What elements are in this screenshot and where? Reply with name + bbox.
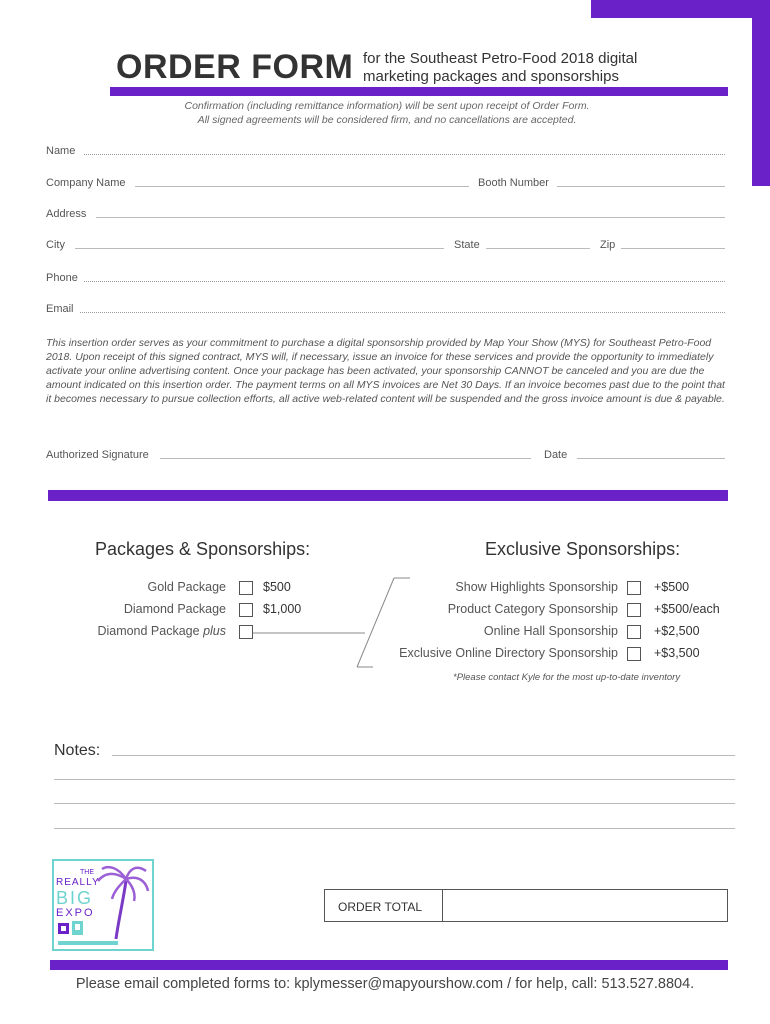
zip-field[interactable] <box>621 248 725 249</box>
booth-number-label: Booth Number <box>478 177 549 189</box>
exclusive-heading: Exclusive Sponsorships: <box>485 539 681 559</box>
exclusive-price-online-hall: +$2,500 <box>654 624 700 638</box>
page-subtitle-line1: for the Southeast Petro-Food 2018 digital <box>363 50 638 67</box>
confirmation-note-line1: Confirmation (including remittance information) will be sent upon receipt of Order Form. <box>184 100 590 112</box>
company-name-field[interactable] <box>135 186 469 187</box>
order-total-label: ORDER TOTAL <box>338 900 423 914</box>
exclusive-price-show-highlights: +$500 <box>654 580 690 594</box>
exclusive-price-online-directory: +$3,500 <box>654 646 700 660</box>
company-name-label: Company Name <box>46 177 126 189</box>
header-divider <box>110 87 728 96</box>
package-label-diamond-plus-text: Diamond Package <box>97 624 204 638</box>
city-label: City <box>46 239 65 251</box>
booth-number-field[interactable] <box>557 186 725 187</box>
order-total-divider <box>442 890 443 921</box>
address-label: Address <box>46 208 87 220</box>
section-divider <box>48 490 728 501</box>
footer-contact-text: Please email completed forms to: kplymesser@mapyourshow.com / for help, call: 513.527.8804. <box>75 976 695 992</box>
state-label: State <box>454 239 480 251</box>
package-label-plus-word: plus <box>203 624 226 638</box>
notes-label: Notes: <box>54 742 101 759</box>
authorized-signature-label: Authorized Signature <box>46 449 149 461</box>
inventory-note: *Please contact Kyle for the most up-to-date inventory <box>453 672 681 683</box>
package-label-diamond: Diamond Package <box>123 602 226 616</box>
exclusive-checkbox-product-category[interactable] <box>627 603 641 617</box>
phone-field[interactable] <box>84 281 725 282</box>
name-field[interactable] <box>84 154 725 155</box>
confirmation-note-line2: All signed agreements will be considered firm, and no cancellations are accepted. <box>197 114 577 126</box>
name-label: Name <box>46 145 76 157</box>
notes-line-3[interactable] <box>54 803 735 804</box>
notes-line-1[interactable] <box>112 755 735 756</box>
packages-heading: Packages & Sponsorships: <box>95 539 311 559</box>
zip-label: Zip <box>600 239 616 251</box>
package-price-diamond: $1,000 <box>263 602 302 616</box>
exclusive-label-online-hall: Online Hall Sponsorship <box>483 624 618 638</box>
authorized-signature-field[interactable] <box>160 458 531 459</box>
exclusive-checkbox-online-directory[interactable] <box>627 647 641 661</box>
page-title: ORDER FORM <box>116 48 354 86</box>
package-checkbox-diamond[interactable] <box>239 603 253 617</box>
address-field[interactable] <box>96 217 725 218</box>
top-accent-bar <box>591 0 770 18</box>
package-checkbox-gold[interactable] <box>239 581 253 595</box>
exclusive-price-product-category: +$500/each <box>654 602 720 616</box>
terms-paragraph: This insertion order serves as your commitment to purchase a digital sponsorship provided by Map Your Show (MYS) for Southeast Petro-Food 2018. Upon receipt of this signed contract, MYS will, if necessary, issue an invoice for these services and provide the opportunity to immediately activate your online advertising content. Once your package has been activated, your sponsorship CANNOT be canceled and you are due the amount indicated on this insertion order. The payment terms on all MYS invoices are Net 30 Days. If an invoice becomes past due to the point that it becomes necessary to pursue collection efforts, all active web-related content will be suspended and the gross invoice amount is due & payable. <box>46 337 725 405</box>
email-field[interactable] <box>80 312 725 313</box>
date-field[interactable] <box>577 458 725 459</box>
order-total-box <box>324 889 728 922</box>
exclusive-checkbox-online-hall[interactable] <box>627 625 641 639</box>
package-checkbox-diamond-plus[interactable] <box>239 625 253 639</box>
exclusive-label-online-directory: Exclusive Online Directory Sponsorship <box>399 646 618 660</box>
state-field[interactable] <box>486 248 590 249</box>
date-label: Date <box>544 449 568 461</box>
expo-logo <box>52 859 154 951</box>
logo-text-expo: EXPO <box>56 907 95 919</box>
logo-text-the: THE <box>80 869 94 876</box>
page-subtitle-line2: marketing packages and sponsorships <box>363 68 619 85</box>
order-total-value-field[interactable] <box>445 890 727 921</box>
exclusive-label-show-highlights: Show Highlights Sponsorship <box>455 580 618 594</box>
phone-label: Phone <box>46 272 78 284</box>
logo-text-really: REALLY <box>56 877 100 888</box>
package-label-diamond-plus <box>60 624 226 638</box>
right-accent-bar <box>752 0 770 186</box>
footer-divider <box>50 960 728 970</box>
email-label: Email <box>46 303 74 315</box>
city-field[interactable] <box>75 248 444 249</box>
exclusive-label-product-category: Product Category Sponsorship <box>447 602 618 616</box>
package-price-gold: $500 <box>263 580 291 594</box>
notes-line-4[interactable] <box>54 828 735 829</box>
exclusive-checkbox-show-highlights[interactable] <box>627 581 641 595</box>
logo-text-big: BIG <box>56 888 94 908</box>
package-label-gold: Gold Package <box>147 580 226 594</box>
notes-line-2[interactable] <box>54 779 735 780</box>
